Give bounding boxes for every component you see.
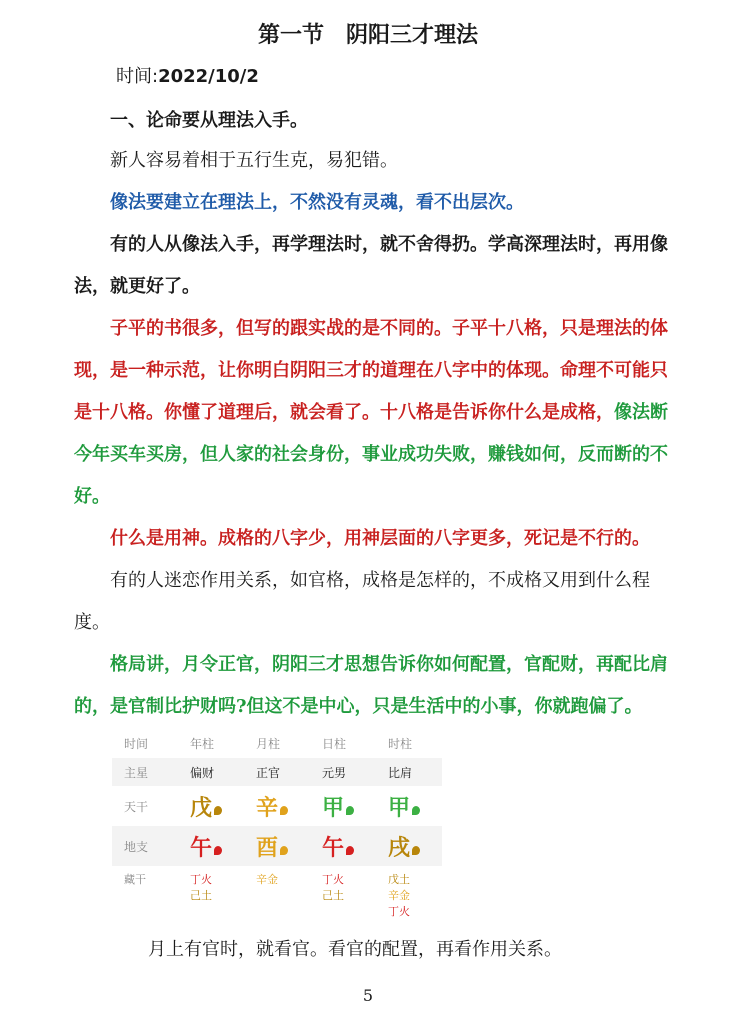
chart-tiangan-row xyxy=(112,786,442,826)
tiangan-char: 甲 xyxy=(388,795,411,821)
wood-element-icon xyxy=(412,806,420,815)
canggan-cell xyxy=(310,872,376,904)
paragraph-7: 格局讲，月令正官，阴阳三才思想告诉你如何配置，官配财，再配比肩的，是官制比护财吗?但这不是中心，只是生活中的小事，你就跑偏了。 xyxy=(74,654,668,717)
wood-element-icon xyxy=(346,806,354,815)
canggan-item: 辛金 xyxy=(388,889,410,902)
paragraph-4 xyxy=(74,308,674,518)
dizhi-char: 戌 xyxy=(388,835,411,861)
closing-line: 月上有官时，就看官。看官的配置，再看作用关系。 xyxy=(148,939,562,960)
date-line xyxy=(116,62,259,88)
paragraph-4-red: 子平的书很多，但写的跟实战的是不同的。子平十八格，只是理法的体现，是一种示范，让你明白阴阳三才的道理在八字中的体现。命理不可能只是十八格。你懂了道理后，就会看了。十八格是告诉你什么是成格， xyxy=(74,318,668,423)
dizhi-char: 午 xyxy=(322,835,345,861)
canggan-cell xyxy=(244,872,310,888)
paragraph-4-green: 像法断今年买车买房，但人家的社会身份，事业成功失败，赚钱如何，反而断的不好。 xyxy=(74,402,668,507)
canggan-label: 藏干 xyxy=(124,873,146,886)
canggan-item: 丁火 xyxy=(322,873,344,886)
canggan-item: 丁火 xyxy=(190,873,212,886)
chart-header-cell: 时间 xyxy=(124,736,149,751)
fire-element-icon xyxy=(214,846,222,855)
chart-dizhi-row xyxy=(112,826,442,866)
paragraph-5: 什么是用神。成格的八字少，用神层面的八字更多，死记是不行的。 xyxy=(110,528,650,549)
date-value: 2022/10/2 xyxy=(158,66,259,87)
canggan-item: 己土 xyxy=(322,889,344,902)
tiangan-char: 甲 xyxy=(322,795,345,821)
paragraph-6: 有的人迷恋作用关系，如官格，成格是怎样的，不成格又用到什么程度。 xyxy=(74,570,650,633)
metal-element-icon xyxy=(280,846,288,855)
dizhi-char: 午 xyxy=(190,835,213,861)
canggan-item: 己土 xyxy=(190,889,212,902)
section-title: 第一节 阴阳三才理法 xyxy=(257,23,478,48)
date-label: 时间: xyxy=(116,66,159,87)
dizhi-char: 酉 xyxy=(256,835,279,861)
dizhi-label: 地支 xyxy=(124,839,149,854)
chart-canggan-row xyxy=(112,866,442,932)
heading-1: 一、论命要从理法入手。 xyxy=(110,110,308,131)
main-star-label: 主星 xyxy=(124,765,149,780)
chart-header-row xyxy=(112,728,442,758)
canggan-cell xyxy=(376,872,442,920)
canggan-cell xyxy=(178,872,244,904)
tiangan-char: 戊 xyxy=(190,795,213,821)
paragraph-3: 有的人从像法入手，再学理法时，就不舍得扔。学高深理法时，再用像法，就更好了。 xyxy=(74,234,668,297)
chart-header-cell: 年柱 xyxy=(190,736,215,751)
bazi-chart xyxy=(112,728,442,932)
chart-header-cell: 月柱 xyxy=(256,736,281,751)
fire-element-icon xyxy=(346,846,354,855)
main-star-cell: 偏财 xyxy=(190,765,215,780)
canggan-item: 戊土 xyxy=(388,873,410,886)
main-star-cell: 正官 xyxy=(256,765,281,780)
chart-header-cell: 日柱 xyxy=(322,736,347,751)
chart-main-star-row xyxy=(112,758,442,786)
chart-header-cell: 时柱 xyxy=(388,736,413,751)
main-star-cell: 比肩 xyxy=(388,765,413,780)
tiangan-char: 辛 xyxy=(256,795,279,821)
earth-element-icon xyxy=(214,806,222,815)
main-star-cell: 元男 xyxy=(322,765,347,780)
canggan-item: 辛金 xyxy=(256,873,278,886)
earth-element-icon xyxy=(412,846,420,855)
metal-element-icon xyxy=(280,806,288,815)
paragraph-1: 新人容易着相于五行生克，易犯错。 xyxy=(110,150,398,171)
tiangan-label: 天干 xyxy=(124,799,149,814)
canggan-item: 丁火 xyxy=(388,905,410,918)
page-number: 5 xyxy=(362,986,374,1005)
paragraph-2: 像法要建立在理法上，不然没有灵魂，看不出层次。 xyxy=(110,192,524,213)
